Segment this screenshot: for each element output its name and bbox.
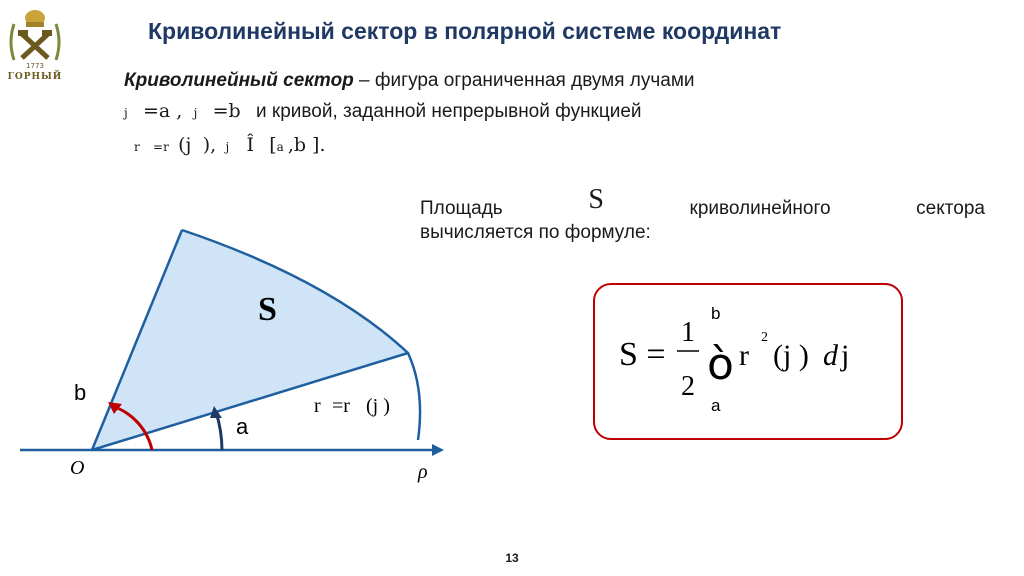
phi-arg: (j bbox=[178, 134, 192, 156]
page-number: 13 bbox=[505, 551, 519, 565]
definition-line-1 bbox=[124, 70, 695, 92]
upper-limit: b bbox=[711, 304, 721, 323]
close-paren: ), bbox=[202, 134, 217, 156]
area-line-2: вычисляется по формуле: bbox=[420, 222, 651, 243]
formula-dphi: j bbox=[841, 339, 850, 372]
curve-label-arg: (j ) bbox=[366, 395, 390, 417]
area-word-3: сектора bbox=[916, 198, 985, 219]
logo-year: 1773 bbox=[26, 62, 44, 70]
element-of-symbol: Î bbox=[246, 134, 254, 156]
sector-fill bbox=[92, 230, 408, 450]
r-symbol: r bbox=[134, 140, 140, 154]
integral-icon: ò bbox=[707, 339, 734, 390]
formula-lhs: S = bbox=[619, 336, 666, 373]
axis-arrow-icon bbox=[432, 444, 444, 456]
area-symbol: S bbox=[588, 184, 604, 215]
formula-d: d bbox=[823, 339, 838, 372]
area-word-2: криволинейного bbox=[689, 198, 831, 219]
logo-caption: ГОРНЫЙ bbox=[7, 72, 63, 82]
alpha-label: a bbox=[236, 414, 249, 439]
equals-r: =r bbox=[153, 140, 169, 154]
definition-term: Криволинейный сектор bbox=[124, 70, 354, 91]
interval-alpha: a bbox=[276, 140, 284, 154]
interval-beta: ,b bbox=[287, 134, 307, 156]
equals-beta: =b bbox=[212, 100, 241, 122]
sector-label: S bbox=[258, 291, 277, 328]
formula-numerator: 1 bbox=[681, 317, 695, 348]
area-formula bbox=[593, 283, 903, 440]
formula-r: r bbox=[739, 339, 749, 372]
formula-argument: (j ) bbox=[773, 339, 809, 372]
formula-denominator: 2 bbox=[681, 371, 695, 402]
lower-limit: a bbox=[711, 396, 721, 415]
beta-label: b bbox=[74, 380, 87, 405]
phi-symbol: j bbox=[225, 140, 230, 154]
curve-label-eq: =r bbox=[332, 395, 350, 417]
origin-label: O bbox=[70, 457, 85, 479]
slide-title: Криволинейный сектор в полярной системе координат bbox=[148, 18, 782, 44]
definition-text-1: – фигура ограниченная двумя лучами bbox=[353, 70, 695, 91]
bracket-close: ]. bbox=[312, 134, 326, 156]
definition-line-2 bbox=[124, 100, 642, 123]
polar-sector-figure bbox=[0, 210, 470, 490]
phi-symbol: j bbox=[193, 106, 198, 120]
area-word-1: Площадь bbox=[420, 198, 503, 219]
definition-text-2: и кривой, заданной непрерывной функцией bbox=[256, 101, 642, 122]
formula-power: 2 bbox=[761, 330, 768, 345]
equals-alpha: =a , bbox=[143, 100, 183, 122]
area-description bbox=[420, 184, 985, 244]
phi-symbol: j bbox=[124, 106, 128, 120]
axis-label: ρ bbox=[418, 461, 428, 483]
bracket-open: [ bbox=[269, 134, 277, 156]
definition-line-3 bbox=[134, 134, 325, 157]
curve-label-r: r bbox=[314, 395, 321, 417]
